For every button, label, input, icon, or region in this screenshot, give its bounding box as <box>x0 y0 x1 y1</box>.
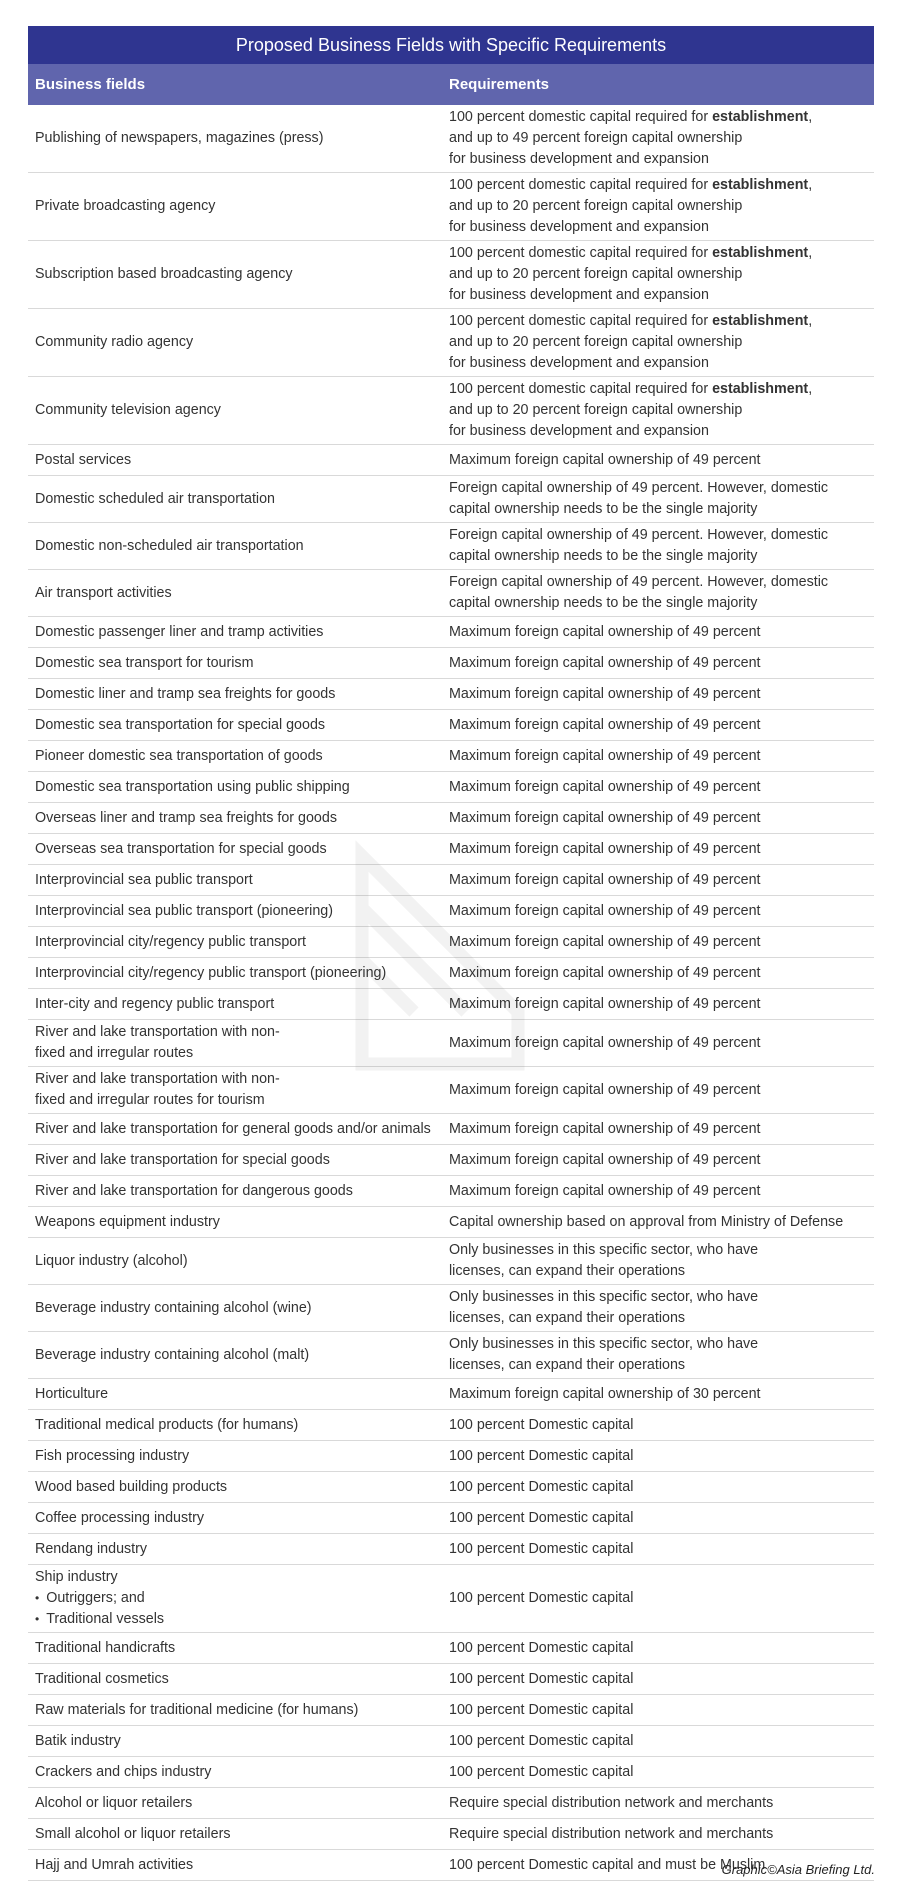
business-field-cell <box>28 622 436 643</box>
business-field-cell <box>28 1069 436 1111</box>
table-row <box>28 1788 874 1819</box>
requirement-cell: Only businesses in this specific sector, who have licenses, can expand their operations <box>449 1336 759 1373</box>
table-row <box>28 741 874 772</box>
business-field-cell <box>28 901 436 922</box>
requirement-cell: Maximum foreign capital ownership of 49 percent <box>449 964 761 981</box>
requirement-cell: Foreign capital ownership of 49 percent. However, domestic capital ownership needs to be the single majority <box>449 527 829 564</box>
business-field-cell <box>28 1793 436 1814</box>
business-field-text: River and lake transportation for dangerous goods <box>35 1182 353 1199</box>
table-row <box>28 1176 874 1207</box>
business-field-text: Community television agency <box>35 402 221 418</box>
table-row <box>28 1819 874 1850</box>
table-row <box>28 958 874 989</box>
business-field-text: River and lake transportation for general goods and/or animals <box>35 1120 431 1137</box>
business-field-text: Interprovincial city/regency public transport <box>35 933 306 950</box>
table-row <box>28 173 874 241</box>
business-field-cell <box>28 1384 436 1405</box>
requirement-cell: 100 percent Domestic capital <box>449 1670 634 1687</box>
business-field-text: Domestic passenger liner and tramp activities <box>35 623 324 640</box>
emphasis-text: establishment <box>712 313 809 329</box>
table-row <box>28 445 874 476</box>
table-header <box>28 64 874 105</box>
business-field-text: Domestic sea transportation for special goods <box>35 716 326 733</box>
business-field-cell <box>28 1567 436 1630</box>
table-row <box>28 1503 874 1534</box>
business-field-cell <box>28 1700 436 1721</box>
business-field-cell <box>28 400 436 421</box>
table-row <box>28 1285 874 1332</box>
requirement-cell: Foreign capital ownership of 49 percent. However, domestic capital ownership needs to be the single majority <box>449 574 829 611</box>
requirement-cell: Maximum foreign capital ownership of 49 percent <box>449 1081 761 1098</box>
requirement-cell: 100 percent Domestic capital <box>449 1447 634 1464</box>
table-row <box>28 1207 874 1238</box>
business-field-text: Pioneer domestic sea transportation of goods <box>35 747 323 764</box>
requirement-cell: 100 percent domestic capital required for establishment, and up to 20 percent foreign capital ownership for business development and expansion <box>449 245 813 303</box>
business-field-text: Postal services <box>35 451 132 468</box>
column-header-business-fields: Business fields <box>35 76 146 93</box>
table-row <box>28 1695 874 1726</box>
business-field-text: Interprovincial sea public transport <box>35 871 253 888</box>
business-field-cell <box>28 489 436 510</box>
requirement-cell: Maximum foreign capital ownership of 49 percent <box>449 716 761 733</box>
business-field-text: Horticulture <box>35 1385 109 1402</box>
business-field-cell <box>28 1150 436 1171</box>
requirement-cell: Maximum foreign capital ownership of 49 percent <box>449 747 761 764</box>
table-body <box>28 105 874 1881</box>
table-row <box>28 1472 874 1503</box>
requirement-cell: 100 percent domestic capital required for establishment, and up to 20 percent foreign capital ownership for business development and expansion <box>449 381 813 439</box>
requirement-cell: Maximum foreign capital ownership of 49 percent <box>449 995 761 1012</box>
business-field-text: Traditional medical products (for humans) <box>35 1416 299 1433</box>
business-field-text: Domestic sea transportation using public shipping <box>35 778 350 795</box>
emphasis-text: establishment <box>712 245 809 261</box>
requirement-cell: Maximum foreign capital ownership of 49 percent <box>449 1182 761 1199</box>
business-field-text: Crackers and chips industry <box>35 1763 212 1780</box>
requirement-cell: Maximum foreign capital ownership of 49 percent <box>449 1034 761 1051</box>
business-field-text: Batik industry <box>35 1732 121 1749</box>
business-field-cell <box>28 1508 436 1529</box>
requirement-cell: 100 percent domestic capital required for establishment, and up to 20 percent foreign capital ownership for business development and expansion <box>449 177 813 235</box>
business-field-cell <box>28 1181 436 1202</box>
business-field-text: Wood based building products <box>35 1478 228 1495</box>
requirement-cell: Only businesses in this specific sector, who have licenses, can expand their operations <box>449 1242 759 1279</box>
business-field-cell <box>28 653 436 674</box>
table-row <box>28 309 874 377</box>
bullet-item: • Outriggers; and <box>35 1588 436 1609</box>
requirement-cell: 100 percent Domestic capital <box>449 1540 634 1557</box>
table-row <box>28 105 874 173</box>
business-field-cell <box>28 450 436 471</box>
graphic-credit: Graphic©Asia Briefing Ltd. <box>721 1862 875 1877</box>
table-row <box>28 1534 874 1565</box>
requirement-cell: Maximum foreign capital ownership of 30 percent <box>449 1385 761 1402</box>
requirement-cell: 100 percent Domestic capital <box>449 1763 634 1780</box>
table-row <box>28 679 874 710</box>
table-row <box>28 1114 874 1145</box>
business-field-cell <box>28 839 436 860</box>
table-row <box>28 1067 874 1114</box>
table-row <box>28 834 874 865</box>
business-field-cell <box>28 264 436 285</box>
business-field-cell <box>28 715 436 736</box>
business-field-cell <box>28 994 436 1015</box>
business-field-cell <box>28 808 436 829</box>
table-row <box>28 1332 874 1379</box>
business-field-cell <box>28 1446 436 1467</box>
requirement-cell: Maximum foreign capital ownership of 49 percent <box>449 1151 761 1168</box>
business-field-text: Domestic scheduled air transportation <box>35 490 275 507</box>
requirement-cell: 100 percent Domestic capital <box>449 1639 634 1656</box>
business-field-cell <box>28 963 436 984</box>
business-field-text: Interprovincial sea public transport (pioneering) <box>35 902 334 919</box>
table-row <box>28 989 874 1020</box>
requirement-cell: Maximum foreign capital ownership of 49 percent <box>449 902 761 919</box>
business-field-cell <box>28 1731 436 1752</box>
business-field-cell <box>28 684 436 705</box>
business-field-text: Fish processing industry <box>35 1447 190 1464</box>
business-field-text: Weapons equipment industry <box>35 1213 220 1230</box>
table-row <box>28 241 874 309</box>
business-field-text: Air transport activities <box>35 584 172 601</box>
requirement-cell: 100 percent Domestic capital <box>449 1478 634 1495</box>
requirement-cell: Maximum foreign capital ownership of 49 percent <box>449 1120 761 1137</box>
table-row <box>28 1633 874 1664</box>
table-row <box>28 710 874 741</box>
business-field-text: River and lake transportation with non- fixed and irregular routes <box>35 1024 280 1061</box>
business-field-text: River and lake transportation for special goods <box>35 1151 330 1168</box>
business-field-text: Ship industry <box>35 1569 118 1585</box>
business-field-cell <box>28 1669 436 1690</box>
business-field-cell <box>28 1345 436 1366</box>
table-row <box>28 1726 874 1757</box>
business-field-text: Publishing of newspapers, magazines (press) <box>35 130 324 146</box>
requirement-cell: Maximum foreign capital ownership of 49 percent <box>449 451 761 468</box>
column-header-requirements: Requirements <box>449 76 550 93</box>
table-title: Proposed Business Fields with Specific Requirements <box>28 26 874 64</box>
business-field-text: Hajj and Umrah activities <box>35 1856 194 1873</box>
business-field-cell <box>28 1251 436 1272</box>
table-row <box>28 772 874 803</box>
requirement-cell: Maximum foreign capital ownership of 49 percent <box>449 778 761 795</box>
requirement-cell: 100 percent domestic capital required for establishment, and up to 49 percent foreign capital ownership for business development and expansion <box>449 109 813 167</box>
requirement-cell: Maximum foreign capital ownership of 49 percent <box>449 809 761 826</box>
requirement-cell: Require special distribution network and merchants <box>449 1825 774 1842</box>
business-field-text: Domestic liner and tramp sea freights for goods <box>35 685 336 702</box>
business-field-cell <box>28 1477 436 1498</box>
business-field-text: Traditional cosmetics <box>35 1670 169 1687</box>
requirement-cell: 100 percent Domestic capital <box>449 1590 634 1606</box>
business-field-cell <box>28 1824 436 1845</box>
requirement-cell: Maximum foreign capital ownership of 49 percent <box>449 871 761 888</box>
table-row <box>28 1145 874 1176</box>
bullet-item: • Traditional vessels <box>35 1609 436 1630</box>
business-field-cell <box>28 777 436 798</box>
business-field-text: Beverage industry containing alcohol (wine) <box>35 1299 312 1316</box>
requirement-cell: Maximum foreign capital ownership of 49 percent <box>449 933 761 950</box>
table-row <box>28 1664 874 1695</box>
business-field-cell <box>28 932 436 953</box>
business-field-cell <box>28 332 436 353</box>
business-field-text: Overseas liner and tramp sea freights for goods <box>35 809 337 826</box>
table-row <box>28 1238 874 1285</box>
table-row <box>28 803 874 834</box>
business-field-cell <box>28 1762 436 1783</box>
business-field-text: Beverage industry containing alcohol (malt) <box>35 1346 310 1363</box>
requirement-cell: Maximum foreign capital ownership of 49 percent <box>449 685 761 702</box>
business-field-cell <box>28 746 436 767</box>
emphasis-text: establishment <box>712 109 809 125</box>
table-row <box>28 1020 874 1067</box>
requirement-cell: Require special distribution network and merchants <box>449 1794 774 1811</box>
requirement-cell: 100 percent Domestic capital <box>449 1509 634 1526</box>
business-field-cell <box>28 1212 436 1233</box>
business-field-text: Inter-city and regency public transport <box>35 995 275 1012</box>
business-field-cell <box>28 870 436 891</box>
business-field-text: Rendang industry <box>35 1540 148 1557</box>
business-field-cell <box>28 196 436 217</box>
business-field-cell <box>28 1415 436 1436</box>
table-row <box>28 896 874 927</box>
table-row <box>28 927 874 958</box>
business-field-cell <box>28 1298 436 1319</box>
table-row <box>28 865 874 896</box>
requirement-cell: 100 percent Domestic capital and must be Muslim <box>449 1856 766 1873</box>
requirement-cell: Foreign capital ownership of 49 percent. However, domestic capital ownership needs to be the single majority <box>449 480 829 517</box>
table-row <box>28 476 874 523</box>
emphasis-text: establishment <box>712 177 809 193</box>
business-field-text: Community radio agency <box>35 334 194 350</box>
business-field-cell <box>28 1022 436 1064</box>
table-row <box>28 1441 874 1472</box>
requirements-table <box>28 26 874 1881</box>
requirement-cell: Maximum foreign capital ownership of 49 percent <box>449 840 761 857</box>
emphasis-text: establishment <box>712 381 809 397</box>
business-field-text: Coffee processing industry <box>35 1509 205 1526</box>
requirement-cell: Only businesses in this specific sector, who have licenses, can expand their operations <box>449 1289 759 1326</box>
table-row <box>28 570 874 617</box>
business-field-cell <box>28 536 436 557</box>
business-field-cell <box>28 1638 436 1659</box>
table-row <box>28 1379 874 1410</box>
business-field-text: Alcohol or liquor retailers <box>35 1794 193 1811</box>
table-row <box>28 1410 874 1441</box>
table-row <box>28 377 874 445</box>
business-field-text: Subscription based broadcasting agency <box>35 266 293 282</box>
table-row <box>28 1565 874 1633</box>
business-field-cell <box>28 583 436 604</box>
business-field-text: Interprovincial city/regency public transport (pioneering) <box>35 964 387 981</box>
business-field-text: Private broadcasting agency <box>35 198 216 214</box>
business-field-cell <box>28 128 436 149</box>
business-field-text: Raw materials for traditional medicine (for humans) <box>35 1701 359 1718</box>
table-row <box>28 648 874 679</box>
requirement-cell: 100 percent Domestic capital <box>449 1701 634 1718</box>
table-row <box>28 617 874 648</box>
business-field-text: Domestic non-scheduled air transportation <box>35 537 304 554</box>
requirement-cell: 100 percent domestic capital required for establishment, and up to 20 percent foreign capital ownership for business development and expansion <box>449 313 813 371</box>
business-field-cell <box>28 1855 436 1876</box>
business-field-cell <box>28 1539 436 1560</box>
requirement-cell: Capital ownership based on approval from Ministry of Defense <box>449 1213 844 1230</box>
table-row <box>28 1757 874 1788</box>
requirement-cell: 100 percent Domestic capital <box>449 1732 634 1749</box>
business-field-cell <box>28 1119 436 1140</box>
business-field-text: Traditional handicrafts <box>35 1639 176 1656</box>
business-field-text: Domestic sea transport for tourism <box>35 654 254 671</box>
business-field-text: Liquor industry (alcohol) <box>35 1252 188 1269</box>
business-field-text: Small alcohol or liquor retailers <box>35 1825 231 1842</box>
requirement-cell: 100 percent Domestic capital <box>449 1416 634 1433</box>
table-row <box>28 523 874 570</box>
business-field-text: River and lake transportation with non- fixed and irregular routes for tourism <box>35 1071 280 1108</box>
requirement-cell: Maximum foreign capital ownership of 49 percent <box>449 654 761 671</box>
requirement-cell: Maximum foreign capital ownership of 49 percent <box>449 623 761 640</box>
business-field-text: Overseas sea transportation for special goods <box>35 840 327 857</box>
